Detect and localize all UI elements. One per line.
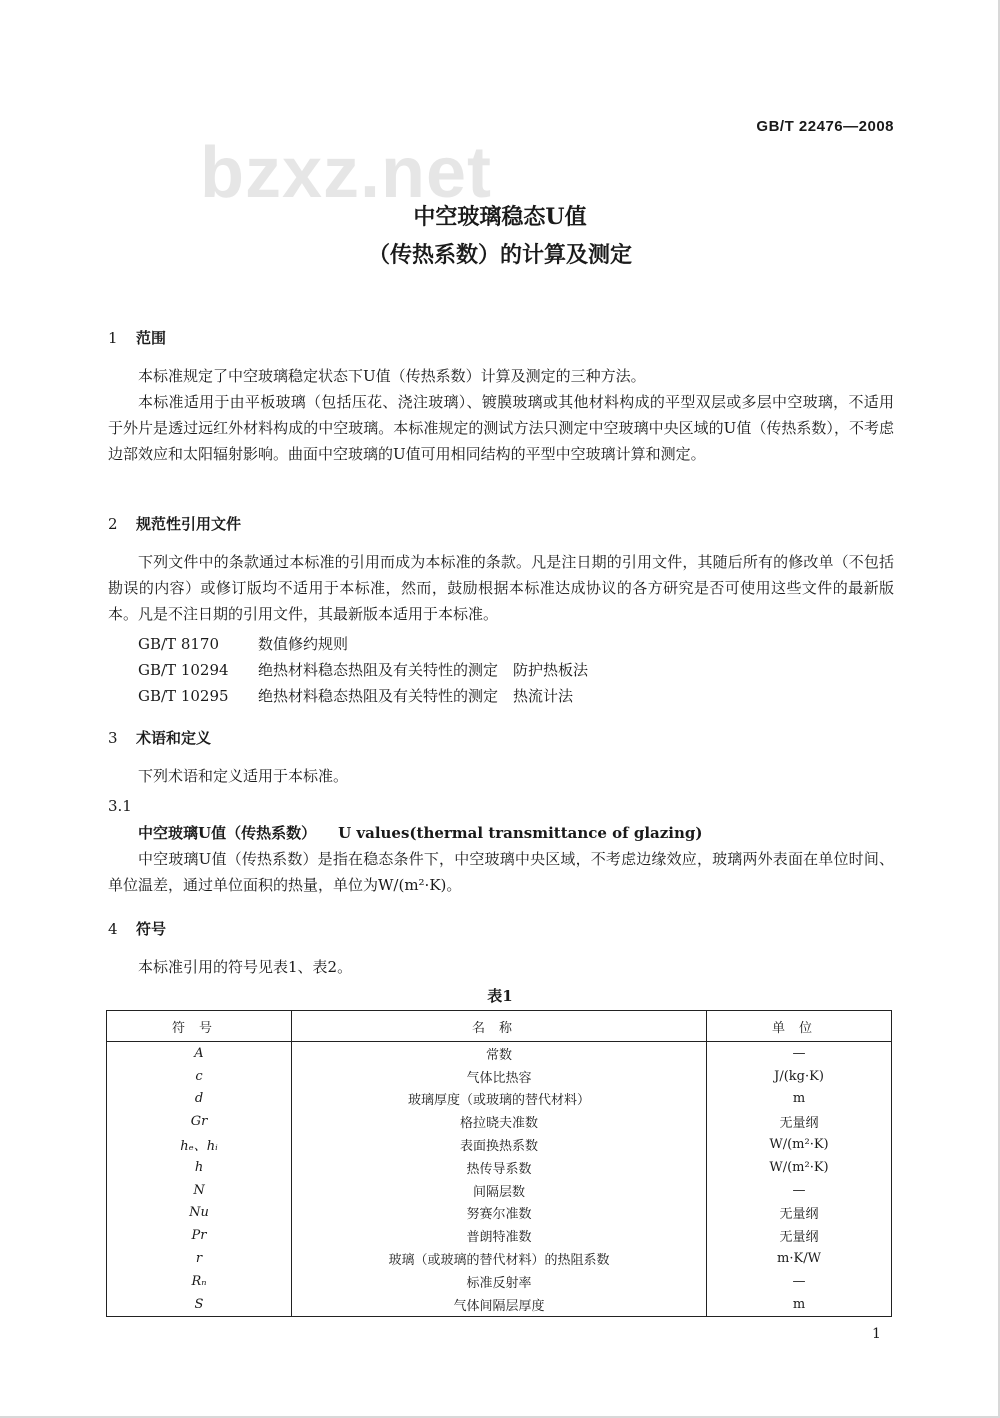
section-number: 2 [108, 515, 118, 533]
section-title: 范围 [136, 329, 167, 347]
name-cell: 气体比热容 [292, 1065, 707, 1088]
table-row [107, 1110, 892, 1133]
unit-cell: W/(m²·K) [707, 1156, 892, 1179]
table-row [107, 1224, 892, 1247]
reference-item [138, 659, 588, 680]
symbol-cell: c [107, 1065, 292, 1088]
reference-code: GB/T 10295 [138, 687, 229, 705]
reference-name: 绝热材料稳态热阻及有关特性的测定 防护热板法 [258, 661, 589, 679]
section-1-paragraph-2: 本标准适用于由平板玻璃（包括压花、浇注玻璃）、镀膜玻璃或其他材料构成的平型双层或多层中空玻璃，不适用于外片是透过远红外材料构成的中空玻璃。本标准规定的测试方法只测定中空玻璃中央区域的U值（传热系数），不考虑边部效应和太阳辐射影响。曲面中空玻璃的U值可用相同结构的平型中空玻璃计算和测定。 [108, 393, 894, 463]
name-cell: 热传导系数 [292, 1156, 707, 1179]
document-title [0, 198, 1000, 274]
term-entry [138, 822, 702, 843]
symbol-cell: N [107, 1179, 292, 1202]
unit-cell: 无量纲 [707, 1110, 892, 1133]
unit-cell: m·K/W [707, 1247, 892, 1270]
section-2-paragraph-1: 下列文件中的条款通过本标准的引用而成为本标准的条款。凡是注日期的引用文件，其随后所有的修改单（不包括勘误的内容）或修订版均不适用于本标准，然而，鼓励根据本标准达成协议的各方研究是否可使用这些文件的最新版本。凡是不注日期的引用文件，其最新版本适用于本标准。 [108, 553, 894, 623]
unit-cell: m [707, 1293, 892, 1316]
section-number: 1 [108, 329, 118, 347]
section-3-heading [108, 727, 211, 748]
section-3-paragraph-1: 下列术语和定义适用于本标准。 [138, 767, 349, 785]
reference-item [138, 685, 573, 706]
reference-item [138, 633, 348, 654]
table-row [107, 1156, 892, 1179]
unit-cell: J/(kg·K) [707, 1065, 892, 1088]
symbol-cell: d [107, 1088, 292, 1111]
section-2-heading [108, 513, 241, 534]
section-1-heading [108, 327, 166, 348]
term-definition: 中空玻璃U值（传热系数）是指在稳态条件下，中空玻璃中央区域，不考虑边缘效应，玻璃两外表面在单位时间、单位温差，通过单位面积的热量，单位为W/(m²·K)。 [108, 850, 894, 894]
symbol-cell: h [107, 1156, 292, 1179]
name-cell: 表面换热系数 [292, 1133, 707, 1156]
name-cell: 普朗特准数 [292, 1224, 707, 1247]
name-cell: 玻璃（或玻璃的替代材料）的热阻系数 [292, 1247, 707, 1270]
section-title: 术语和定义 [136, 729, 212, 747]
name-cell: 标准反射率 [292, 1270, 707, 1293]
table-row [107, 1088, 892, 1111]
header-name: 名称 [292, 1011, 707, 1042]
table-row [107, 1247, 892, 1270]
reference-code: GB/T 10294 [138, 661, 229, 679]
section-1-paragraph-1: 本标准规定了中空玻璃稳定状态下U值（传热系数）计算及测定的三种方法。 [138, 367, 646, 385]
unit-cell: 无量纲 [707, 1202, 892, 1225]
unit-cell: — [707, 1270, 892, 1293]
table-row [107, 1042, 892, 1065]
name-cell: 努赛尔准数 [292, 1202, 707, 1225]
section-4-paragraph-1: 本标准引用的符号见表1、表2。 [138, 958, 353, 976]
unit-cell: m [707, 1088, 892, 1111]
subsection-number: 3.1 [108, 797, 132, 815]
header-unit: 单位 [707, 1011, 892, 1042]
section-title: 符号 [136, 920, 167, 938]
name-cell: 格拉晓夫准数 [292, 1110, 707, 1133]
table-row [107, 1065, 892, 1088]
symbol-cell: hₑ、hᵢ [107, 1133, 292, 1156]
title-line-1: 中空玻璃稳态U值 [413, 204, 587, 230]
symbol-cell: r [107, 1247, 292, 1270]
table-row [107, 1270, 892, 1293]
symbol-cell: A [107, 1042, 292, 1065]
table-row [107, 1179, 892, 1202]
symbol-cell: Nu [107, 1202, 292, 1225]
header-symbol: 符号 [107, 1011, 292, 1042]
reference-name: 数值修约规则 [258, 635, 349, 653]
unit-cell: 无量纲 [707, 1224, 892, 1247]
symbol-cell: Gr [107, 1110, 292, 1133]
section-title: 规范性引用文件 [136, 515, 242, 533]
reference-name: 绝热材料稳态热阻及有关特性的测定 热流计法 [258, 687, 574, 705]
table-row [107, 1202, 892, 1225]
name-cell: 气体间隔层厚度 [292, 1293, 707, 1316]
name-cell: 常数 [292, 1042, 707, 1065]
term-chinese: 中空玻璃U值（传热系数） [138, 824, 317, 842]
page-number: 1 [872, 1326, 881, 1342]
name-cell: 间隔层数 [292, 1179, 707, 1202]
standard-code: GB/T 22476—2008 [756, 118, 894, 135]
section-number: 4 [108, 920, 118, 938]
table-row [107, 1293, 892, 1316]
table-row [107, 1133, 892, 1156]
table-caption: 表1 [487, 987, 513, 1005]
section-4-heading [108, 918, 166, 939]
reference-code: GB/T 8170 [138, 635, 220, 653]
symbol-cell: Pr [107, 1224, 292, 1247]
unit-cell: — [707, 1042, 892, 1065]
symbols-table [106, 1010, 892, 1317]
unit-cell: W/(m²·K) [707, 1133, 892, 1156]
section-number: 3 [108, 729, 118, 747]
table-header-row [107, 1011, 892, 1042]
term-english: U values(thermal transmittance of glazing) [338, 824, 703, 842]
name-cell: 玻璃厚度（或玻璃的替代材料） [292, 1088, 707, 1111]
symbol-cell: S [107, 1293, 292, 1316]
symbol-cell: Rₙ [107, 1270, 292, 1293]
watermark: bzxz.net [200, 133, 493, 213]
unit-cell: — [707, 1179, 892, 1202]
title-line-2: （传热系数）的计算及测定 [367, 242, 632, 268]
